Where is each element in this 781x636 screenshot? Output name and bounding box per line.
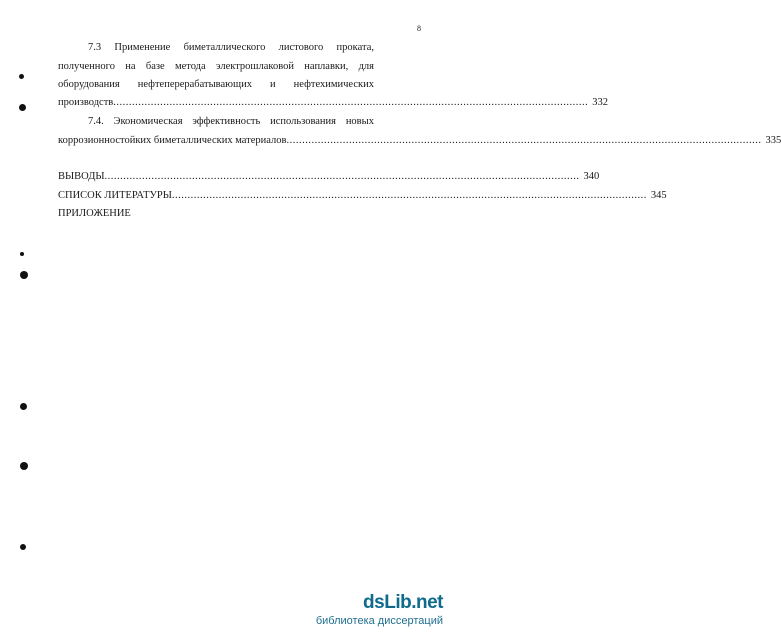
toc-page-number: 345 xyxy=(650,190,667,201)
leader-dots: ........................................................................................................................................................ xyxy=(113,97,589,108)
toc-entry-7-4 xyxy=(88,115,374,128)
toc-word: эффективность xyxy=(192,116,261,127)
toc-entry-appendix xyxy=(58,207,131,220)
toc-word: 7.3 xyxy=(88,42,102,53)
toc-word: Экономическая xyxy=(113,116,183,127)
toc-entry-label: ВЫВОДЫ xyxy=(58,171,105,182)
binding-hole-mark xyxy=(20,252,24,256)
toc-word: Применение xyxy=(114,42,171,53)
toc-entry-7-3 xyxy=(88,41,374,54)
binding-hole-mark xyxy=(19,74,24,79)
toc-word: электрошлаковой xyxy=(216,61,294,72)
leader-dots: ........................................................................................................................................................ xyxy=(104,171,580,182)
toc-word: метода xyxy=(174,61,206,72)
leader-dots: ........................................................................................................................................................ xyxy=(286,135,762,146)
toc-word: полученного xyxy=(58,61,115,72)
toc-entry-conclusions xyxy=(58,170,600,183)
toc-line xyxy=(88,41,374,54)
toc-line xyxy=(58,78,374,91)
toc-entry-7-3-line2 xyxy=(58,60,374,73)
watermark-logo: dsLib.net xyxy=(363,592,443,613)
toc-page-number: 332 xyxy=(592,97,609,108)
toc-entry-label: производств xyxy=(58,97,114,108)
binding-hole-mark xyxy=(20,544,26,550)
binding-hole-mark xyxy=(20,271,28,279)
binding-hole-mark xyxy=(19,104,26,111)
toc-word: базе xyxy=(145,61,165,72)
toc-word: нефтехимических xyxy=(293,79,374,90)
toc-word: проката, xyxy=(336,42,374,53)
toc-word: листового xyxy=(278,42,324,53)
toc-line xyxy=(88,115,374,128)
toc-word: нефтеперерабатывающих xyxy=(137,79,252,90)
toc-word: и xyxy=(270,79,276,90)
leader-dots: ........................................................................................................................................................ xyxy=(171,190,647,201)
toc-line xyxy=(58,60,374,73)
watermark-subtitle: библиотека диссертаций xyxy=(315,615,443,627)
toc-word: наплавки, xyxy=(304,61,349,72)
binding-hole-mark xyxy=(20,403,27,410)
toc-word: оборудования xyxy=(58,79,120,90)
toc-word: на xyxy=(125,61,136,72)
toc-page-number: 335 xyxy=(765,135,781,146)
toc-page-number: 340 xyxy=(583,171,600,182)
binding-hole-mark xyxy=(20,462,28,470)
watermark xyxy=(295,592,445,632)
toc-entry-7-4-line2 xyxy=(58,134,781,147)
toc-entry-label: коррозионностойких биметаллических материалов xyxy=(58,135,287,146)
toc-word: 7.4. xyxy=(88,116,104,127)
toc-entry-references xyxy=(58,189,667,202)
toc-entry-label: ПРИЛОЖЕНИЕ xyxy=(58,208,131,219)
toc-word: биметаллического xyxy=(183,42,266,53)
toc-word: новых xyxy=(345,116,374,127)
toc-entry-7-3-line4 xyxy=(58,96,609,109)
toc-entry-label: СПИСОК ЛИТЕРАТУРЫ xyxy=(58,190,172,201)
toc-word: использования xyxy=(270,116,337,127)
page-number: 8 xyxy=(417,24,421,33)
toc-entry-7-3-line3 xyxy=(58,78,374,91)
toc-word: для xyxy=(358,61,374,72)
